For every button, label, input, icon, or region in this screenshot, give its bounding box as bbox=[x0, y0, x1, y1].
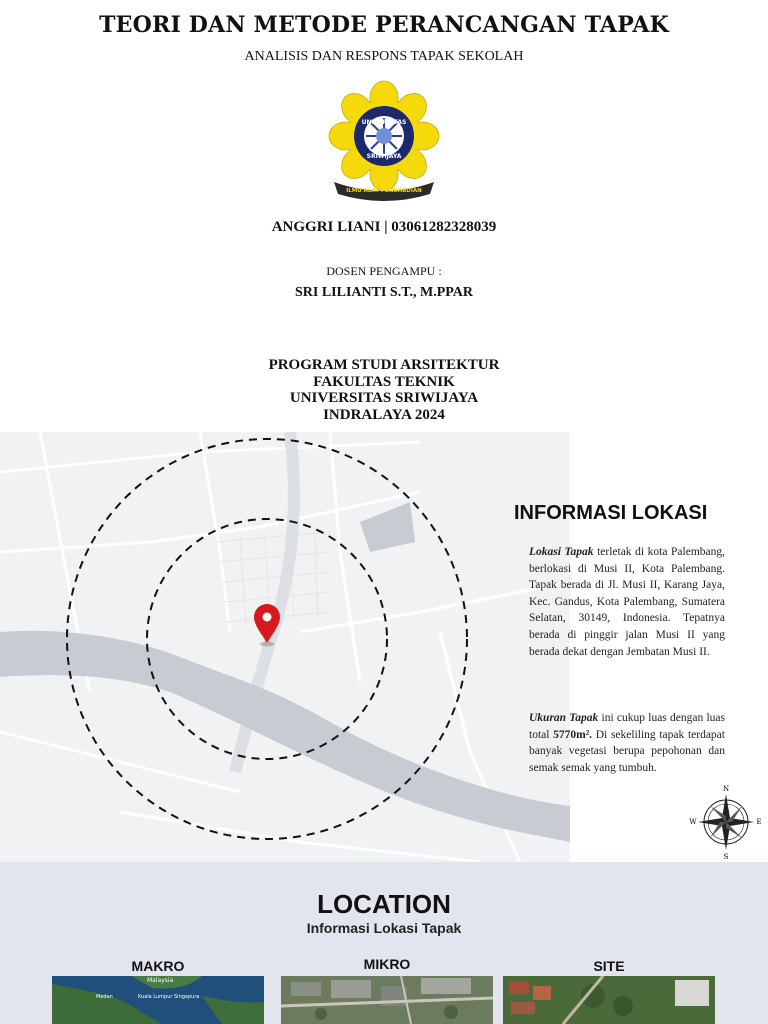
info-lead: Ukuran Tapak bbox=[529, 712, 599, 724]
map-place-label: Malaysia bbox=[147, 977, 174, 984]
site-label: SITE bbox=[593, 958, 625, 974]
info-text: Di sekeliling tapak terdapat banyak vegetasi berupa pepohonan dan semak semak yang tumbuh. bbox=[529, 728, 725, 774]
location-section bbox=[0, 862, 768, 1024]
info-paragraph-location bbox=[529, 544, 725, 660]
cover-page bbox=[0, 0, 768, 432]
page-subtitle: ANALISIS DAN RESPONS TAPAK SEKOLAH bbox=[244, 49, 524, 64]
map-place-label: Kuala Lumpur bbox=[138, 994, 173, 1000]
compass-w: W bbox=[689, 818, 697, 826]
logo-bottom-text: SRIWIJAYA bbox=[366, 153, 402, 160]
page-title: TEORI DAN METODE PERANCANGAN TAPAK bbox=[99, 12, 669, 38]
program-line: FAKULTAS TEKNIK bbox=[313, 373, 455, 390]
lecturer-label: DOSEN PENGAMPU : bbox=[326, 264, 442, 278]
compass-rose-icon bbox=[688, 784, 764, 860]
university-sriwijaya-logo bbox=[326, 80, 442, 202]
logo-ribbon-text: ILMU ALAT PENGABDIAN bbox=[346, 188, 422, 194]
info-title: INFORMASI LOKASI bbox=[514, 502, 708, 524]
program-line: PROGRAM STUDI ARSITEKTUR bbox=[268, 357, 500, 373]
compass-e: E bbox=[756, 818, 762, 826]
satellite-map-micro bbox=[281, 976, 493, 1024]
location-title: LOCATION bbox=[317, 889, 451, 919]
mikro-label: MIKRO bbox=[363, 956, 411, 972]
satellite-map-macro bbox=[52, 976, 264, 1024]
logo-top-text: UNIVERSITAS bbox=[361, 119, 407, 126]
site-map bbox=[0, 432, 570, 862]
program-block bbox=[0, 357, 768, 423]
info-text: terletak di kota Palembang, berlokasi di Musi II, Kota Palembang. Tapak berada di Jl. Musi II, Karang Jaya, Kec. Gandus, Kota Palembang, Sumatera Selatan, 30149, Indonesia. Tepatnya berada di pinggir jalan Musi II yang berada dekat dengan Jembatan Musi II. bbox=[529, 546, 725, 658]
program-line: INDRALAYA 2024 bbox=[323, 406, 445, 423]
satellite-map-site bbox=[503, 976, 715, 1024]
program-line: UNIVERSITAS SRIWIJAYA bbox=[289, 390, 479, 406]
location-subtitle: Informasi Lokasi Tapak bbox=[306, 920, 462, 936]
info-text: ini cukup luas dengan luas total bbox=[529, 712, 725, 741]
map-place-label: Medan bbox=[96, 994, 113, 1000]
compass-n: N bbox=[722, 785, 730, 793]
lecturer-name: SRI LILIANTI S.T., M.PPAR bbox=[294, 285, 473, 300]
makro-label: MAKRO bbox=[131, 958, 185, 974]
info-paragraph-size bbox=[529, 710, 725, 776]
location-map-section bbox=[0, 432, 768, 862]
map-place-label: Singapura bbox=[174, 994, 200, 1000]
student-name-id: ANGGRI LIANI | 03061282328039 bbox=[271, 219, 497, 235]
info-lead: Lokasi Tapak bbox=[529, 546, 594, 558]
site-area-value: 5770m². bbox=[553, 728, 593, 741]
compass-s: S bbox=[723, 853, 729, 860]
